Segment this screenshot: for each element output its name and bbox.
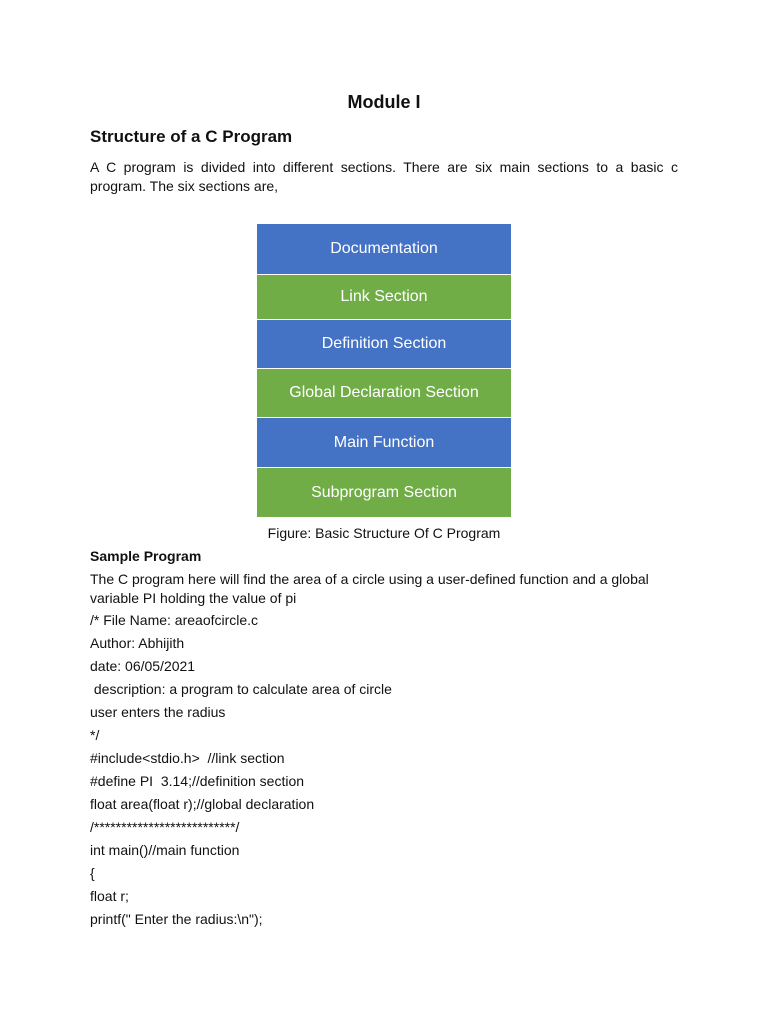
diagram-block: Link Section [257,275,511,320]
code-line: /**************************/ [90,819,240,835]
code-line: float r; [90,888,129,904]
diagram-block: Documentation [257,224,511,275]
sample-program-heading: Sample Program [90,548,202,564]
intro-paragraph: A C program is divided into different sections. There are six main sections to a basic c program. The six sections are, [90,159,678,194]
code-line: #include<stdio.h> //link section [90,750,285,766]
code-line: */ [90,727,100,743]
diagram-block: Subprogram Section [257,468,511,517]
figure-caption: Figure: Basic Structure Of C Program [267,525,501,541]
diagram-block: Global Declaration Section [257,369,511,418]
sample-code-block [90,611,680,933]
section-title: Structure of a C Program [90,127,293,146]
code-line: /* File Name: areaofcircle.c [90,612,259,628]
code-line: int main()//main function [90,842,240,858]
code-line: description: a program to calculate area of circle [90,681,392,697]
diagram-block: Main Function [257,418,511,468]
c-structure-diagram [257,224,511,517]
code-line: user enters the radius [90,704,226,720]
code-line: date: 06/05/2021 [90,658,196,674]
code-line: #define PI 3.14;//definition section [90,773,305,789]
code-line: printf(" Enter the radius:\n"); [90,911,263,927]
sample-program-description: The C program here will find the area of a circle using a user-defined function and a global variable PI holding the value of pi [90,571,649,606]
module-title: Module I [347,92,421,112]
code-line: { [90,865,95,881]
diagram-block: Definition Section [257,320,511,369]
code-line: float area(float r);//global declaration [90,796,315,812]
code-line: Author: Abhijith [90,635,185,651]
